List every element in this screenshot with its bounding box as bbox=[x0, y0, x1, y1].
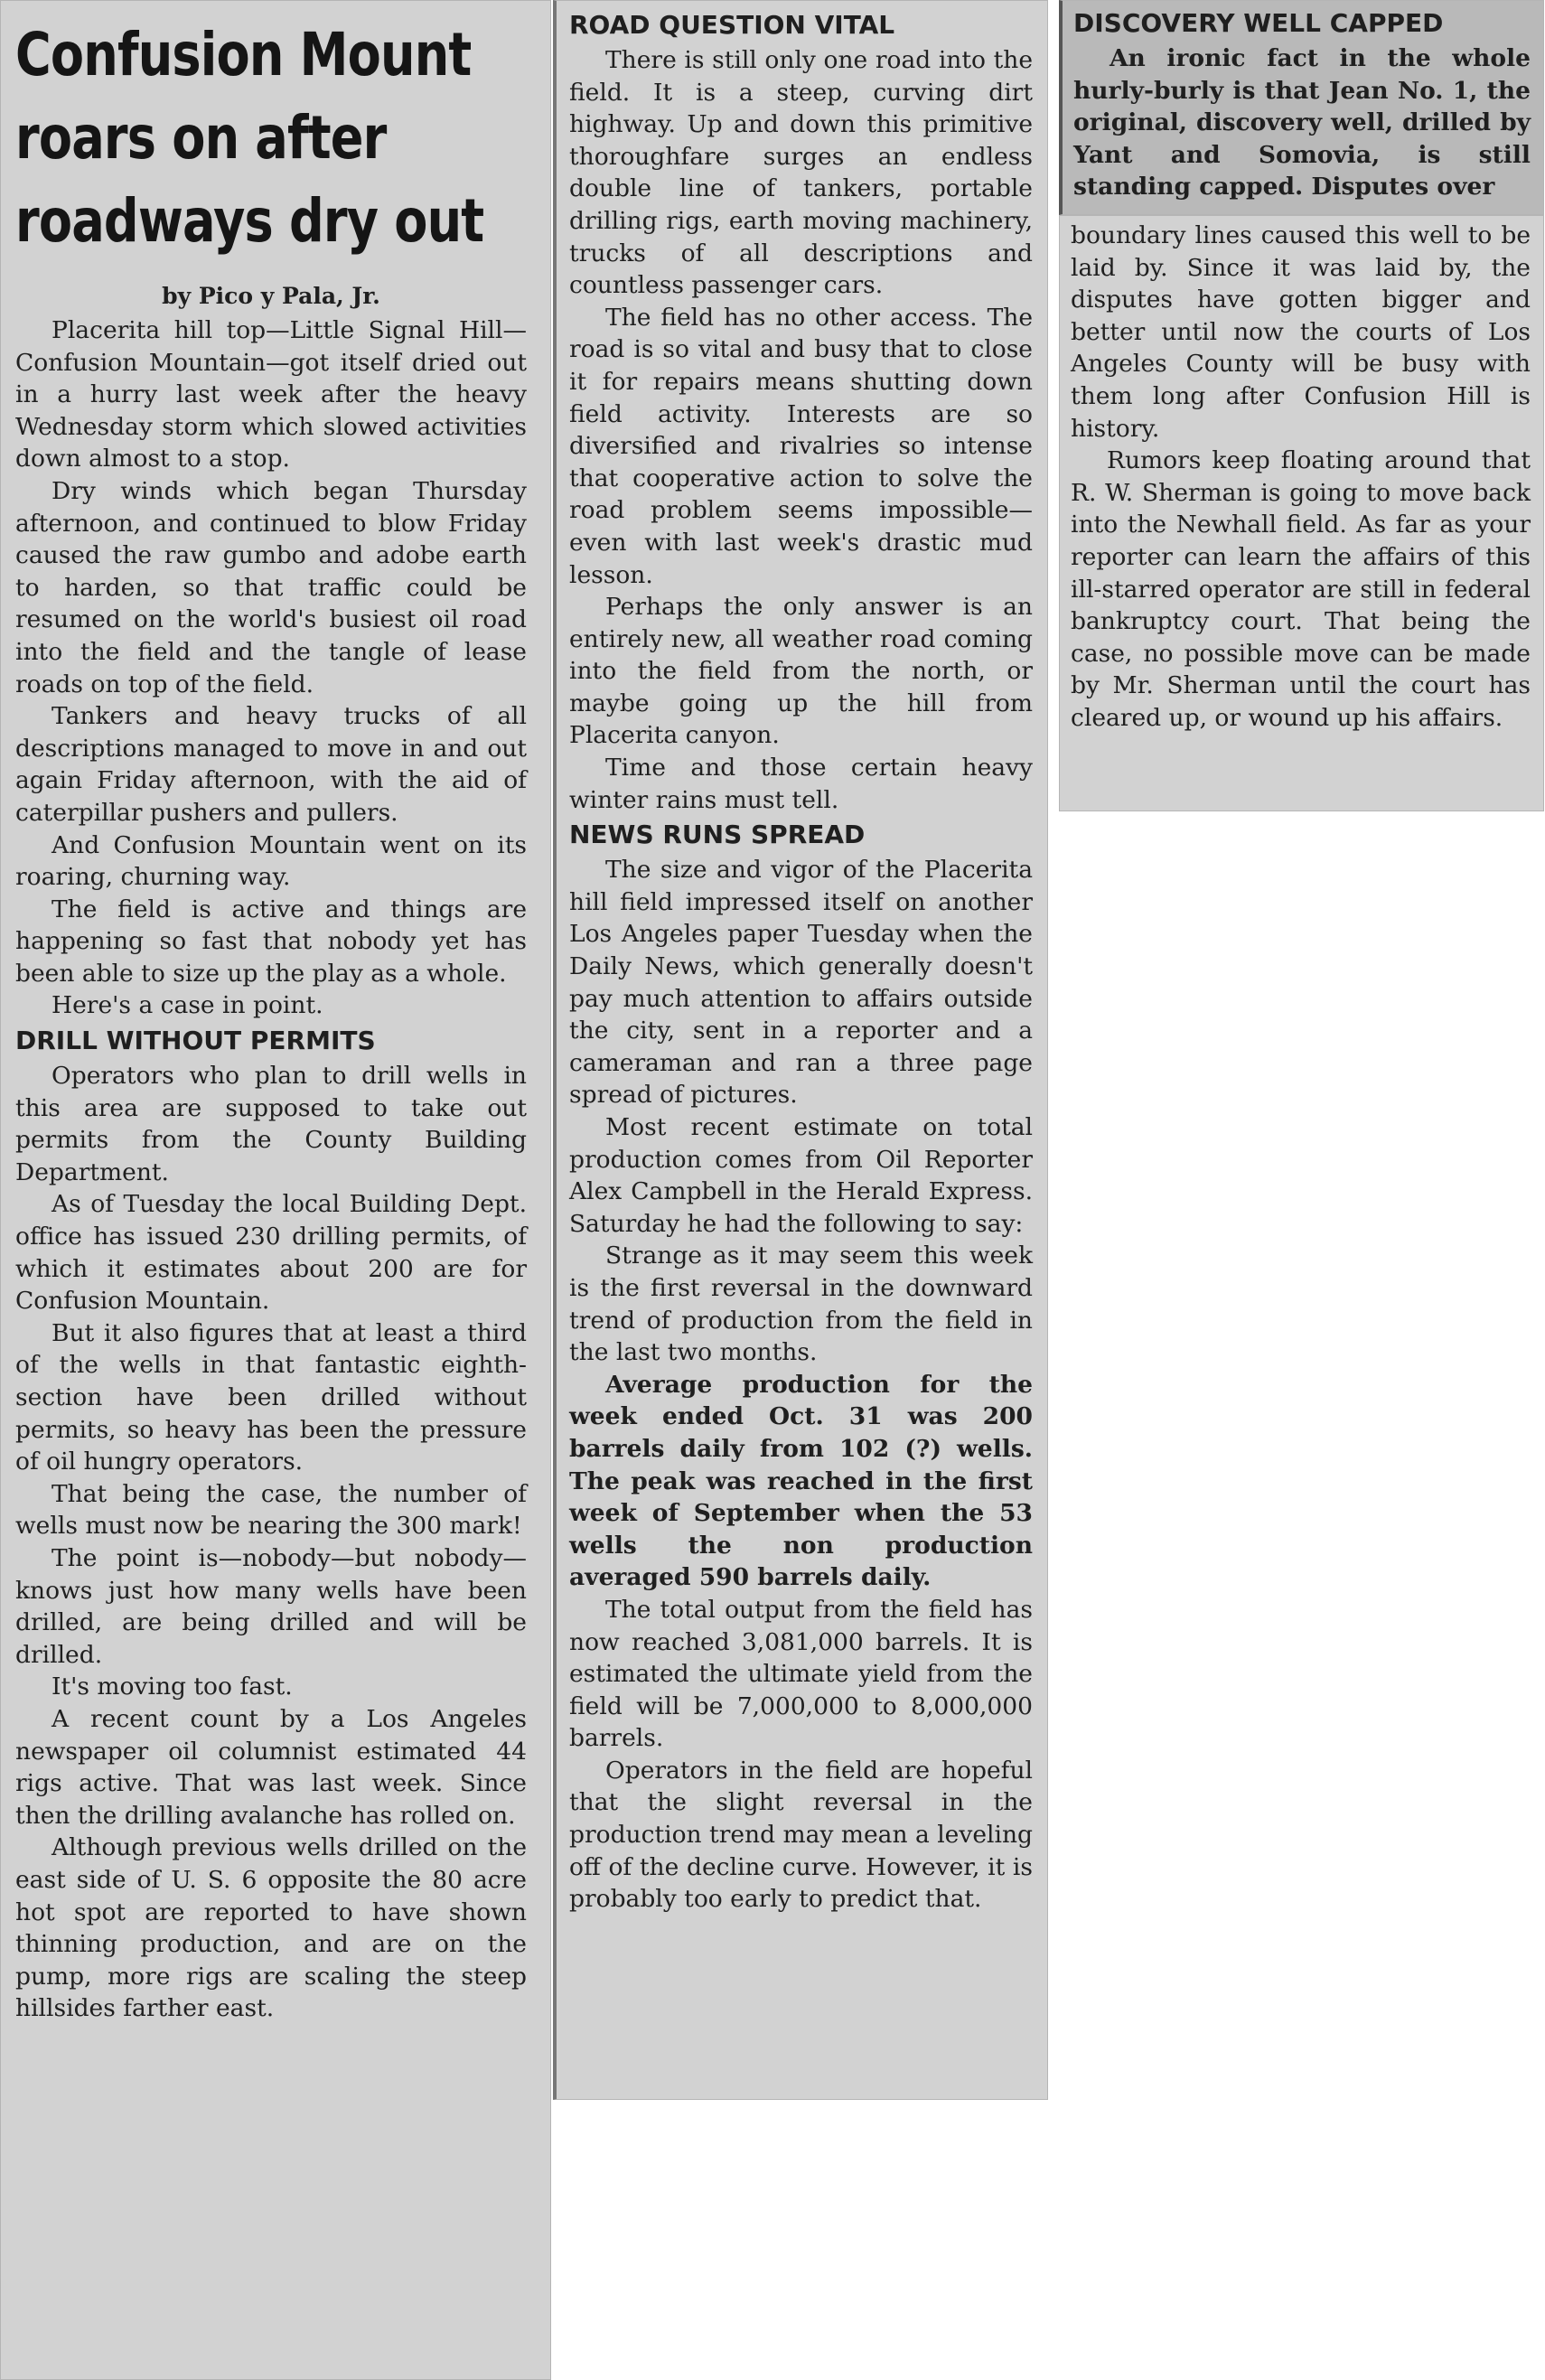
paragraph: Although previous wells drilled on the east side of U. S. 6 opposite the 80 acre hot spot are reported to have shown thinning production, and are on the pump, more rigs are scaling the steep hillsides farther east. bbox=[15, 1833, 527, 2023]
paragraph: There is still only one road into the field. It is a steep, curving dirt highway. Up and down this primitive thoroughfare surges an endless double line of tankers, portable drilling rigs, earth moving machinery, trucks of all descriptions and countless passenger cars. bbox=[569, 46, 1033, 300]
column-3-boxed-body bbox=[1073, 6, 1531, 203]
paragraph: Tankers and heavy trucks of all descriptions managed to move in and out again Friday afternoon, with the aid of caterpillar pushers and pullers. bbox=[15, 702, 527, 827]
section-subhead: DISCOVERY WELL CAPPED bbox=[1073, 8, 1444, 38]
column-1 bbox=[0, 0, 551, 2380]
paragraph: Operators who plan to drill wells in this area are supposed to take out permits from the County Building Department. bbox=[15, 1062, 527, 1186]
paragraph: But it also figures that at least a third of the wells in that fantastic eighth-section have been drilled without permits, so heavy has been the pressure of oil hungry operators. bbox=[15, 1318, 527, 1476]
paragraph: That being the case, the number of wells must now be nearing the 300 mark! bbox=[15, 1479, 527, 1541]
section-subhead: ROAD QUESTION VITAL bbox=[569, 10, 895, 40]
paragraph: Placerita hill top—Little Signal Hill—Confusion Mountain—got itself dried out in a hurry last week after the heavy Wednesday storm which slowed activities down almost to a stop. bbox=[15, 316, 527, 473]
paragraph: The point is—nobody—but nobody—knows just how many wells have been drilled, are being drilled and will be drilled. bbox=[15, 1543, 527, 1669]
byline: by Pico y Pala, Jr. bbox=[162, 283, 380, 309]
paragraph: The field is active and things are happening so fast that nobody yet has been able to size up the play as a whole. bbox=[15, 895, 527, 988]
paragraph: Most recent estimate on total production comes from Oil Reporter Alex Campbell in the Herald Express. Saturday he had the following to say: bbox=[569, 1113, 1033, 1238]
bold-paragraph: An ironic fact in the whole hurly-burly is that Jean No. 1, the original, discovery well, drilled by Yant and Somovia, is still standing capped. Disputes over bbox=[1073, 44, 1531, 201]
paragraph: As of Tuesday the local Building Dept. office has issued 230 drilling permits, of which it estimates about 200 are for Confusion Mountain. bbox=[15, 1190, 527, 1316]
column-3-body bbox=[1071, 220, 1531, 735]
section-subhead: NEWS RUNS SPREAD bbox=[569, 820, 866, 850]
column-3-boxed bbox=[1059, 0, 1544, 215]
paragraph: The field has no other access. The road is so vital and busy that to close it for repairs means shutting down field activity. Interests are so diversified and rivalries so intense that cooperative action to solve the road problem seems impossible—even with last week's drastic mud lesson. bbox=[569, 303, 1033, 589]
column-2 bbox=[553, 0, 1048, 2100]
section-subhead: DRILL WITHOUT PERMITS bbox=[15, 1026, 376, 1056]
paragraph: Time and those certain heavy winter rains must tell. bbox=[569, 754, 1033, 814]
bold-paragraph: Average production for the week ended Oct. 31 was 200 barrels daily from 102 (?) wells. The peak was reached in the first week of September when the 53 wells the non production averaged 590 barrels daily. bbox=[569, 1370, 1033, 1592]
column-1-body bbox=[15, 314, 527, 2025]
paragraph: Perhaps the only answer is an entirely new, all weather road coming into the field from the north, or maybe going up the hill from Placerita canyon. bbox=[569, 593, 1033, 750]
paragraph: Rumors keep floating around that R. W. Sherman is going to move back into the Newhall field. As far as your reporter can learn the affairs of this ill-starred operator are still in federal bankruptcy court. That being the case, no possible move can be made by Mr. Sherman until the court has cleared up, or wound up his affairs. bbox=[1071, 446, 1531, 732]
paragraph: Here's a case in point. bbox=[52, 991, 323, 1020]
column-2-body bbox=[569, 8, 1033, 1916]
paragraph: A recent count by a Los Angeles newspaper oil columnist estimated 44 rigs active. That was last week. Since then the drilling avalanche has rolled on. bbox=[15, 1704, 527, 1830]
paragraph: Dry winds which began Thursday afternoon, and continued to blow Friday caused the raw gumbo and adobe earth to harden, so that traffic could be resumed on the world's busiest oil road into the field and the tangle of lease roads on top of the field. bbox=[15, 476, 527, 698]
paragraph: The size and vigor of the Placerita hill field impressed itself on another Los Angeles paper Tuesday when the Daily News, which generally doesn't pay much attention to affairs outside the city, sent in a reporter and a cameraman and ran a three page spread of pictures. bbox=[569, 856, 1033, 1110]
paragraph: The total output from the field has now reached 3,081,000 barrels. It is estimated the ultimate yield from the field will be 7,000,000 to 8,000,000 barrels. bbox=[569, 1595, 1033, 1753]
headline: Confusion Mount roars on after roadways dry out bbox=[15, 20, 484, 256]
paragraph: It's moving too fast. bbox=[52, 1673, 293, 1701]
paragraph: Strange as it may seem this week is the first reversal in the downward trend of production from the field in the last two months. bbox=[569, 1242, 1033, 1367]
paragraph: And Confusion Mountain went on its roaring, churning way. bbox=[15, 830, 527, 892]
continued-paragraph: boundary lines caused this well to be laid by. Since it was laid by, the disputes have gotten bigger and better until now the courts of Los Angeles County will be busy with them long after Confusion Hill is history. bbox=[1071, 221, 1531, 443]
column-3 bbox=[1059, 215, 1544, 811]
paragraph: Operators in the field are hopeful that the slight reversal in the production trend may mean a leveling off of the decline curve. However, it is probably too early to predict that. bbox=[569, 1756, 1033, 1914]
